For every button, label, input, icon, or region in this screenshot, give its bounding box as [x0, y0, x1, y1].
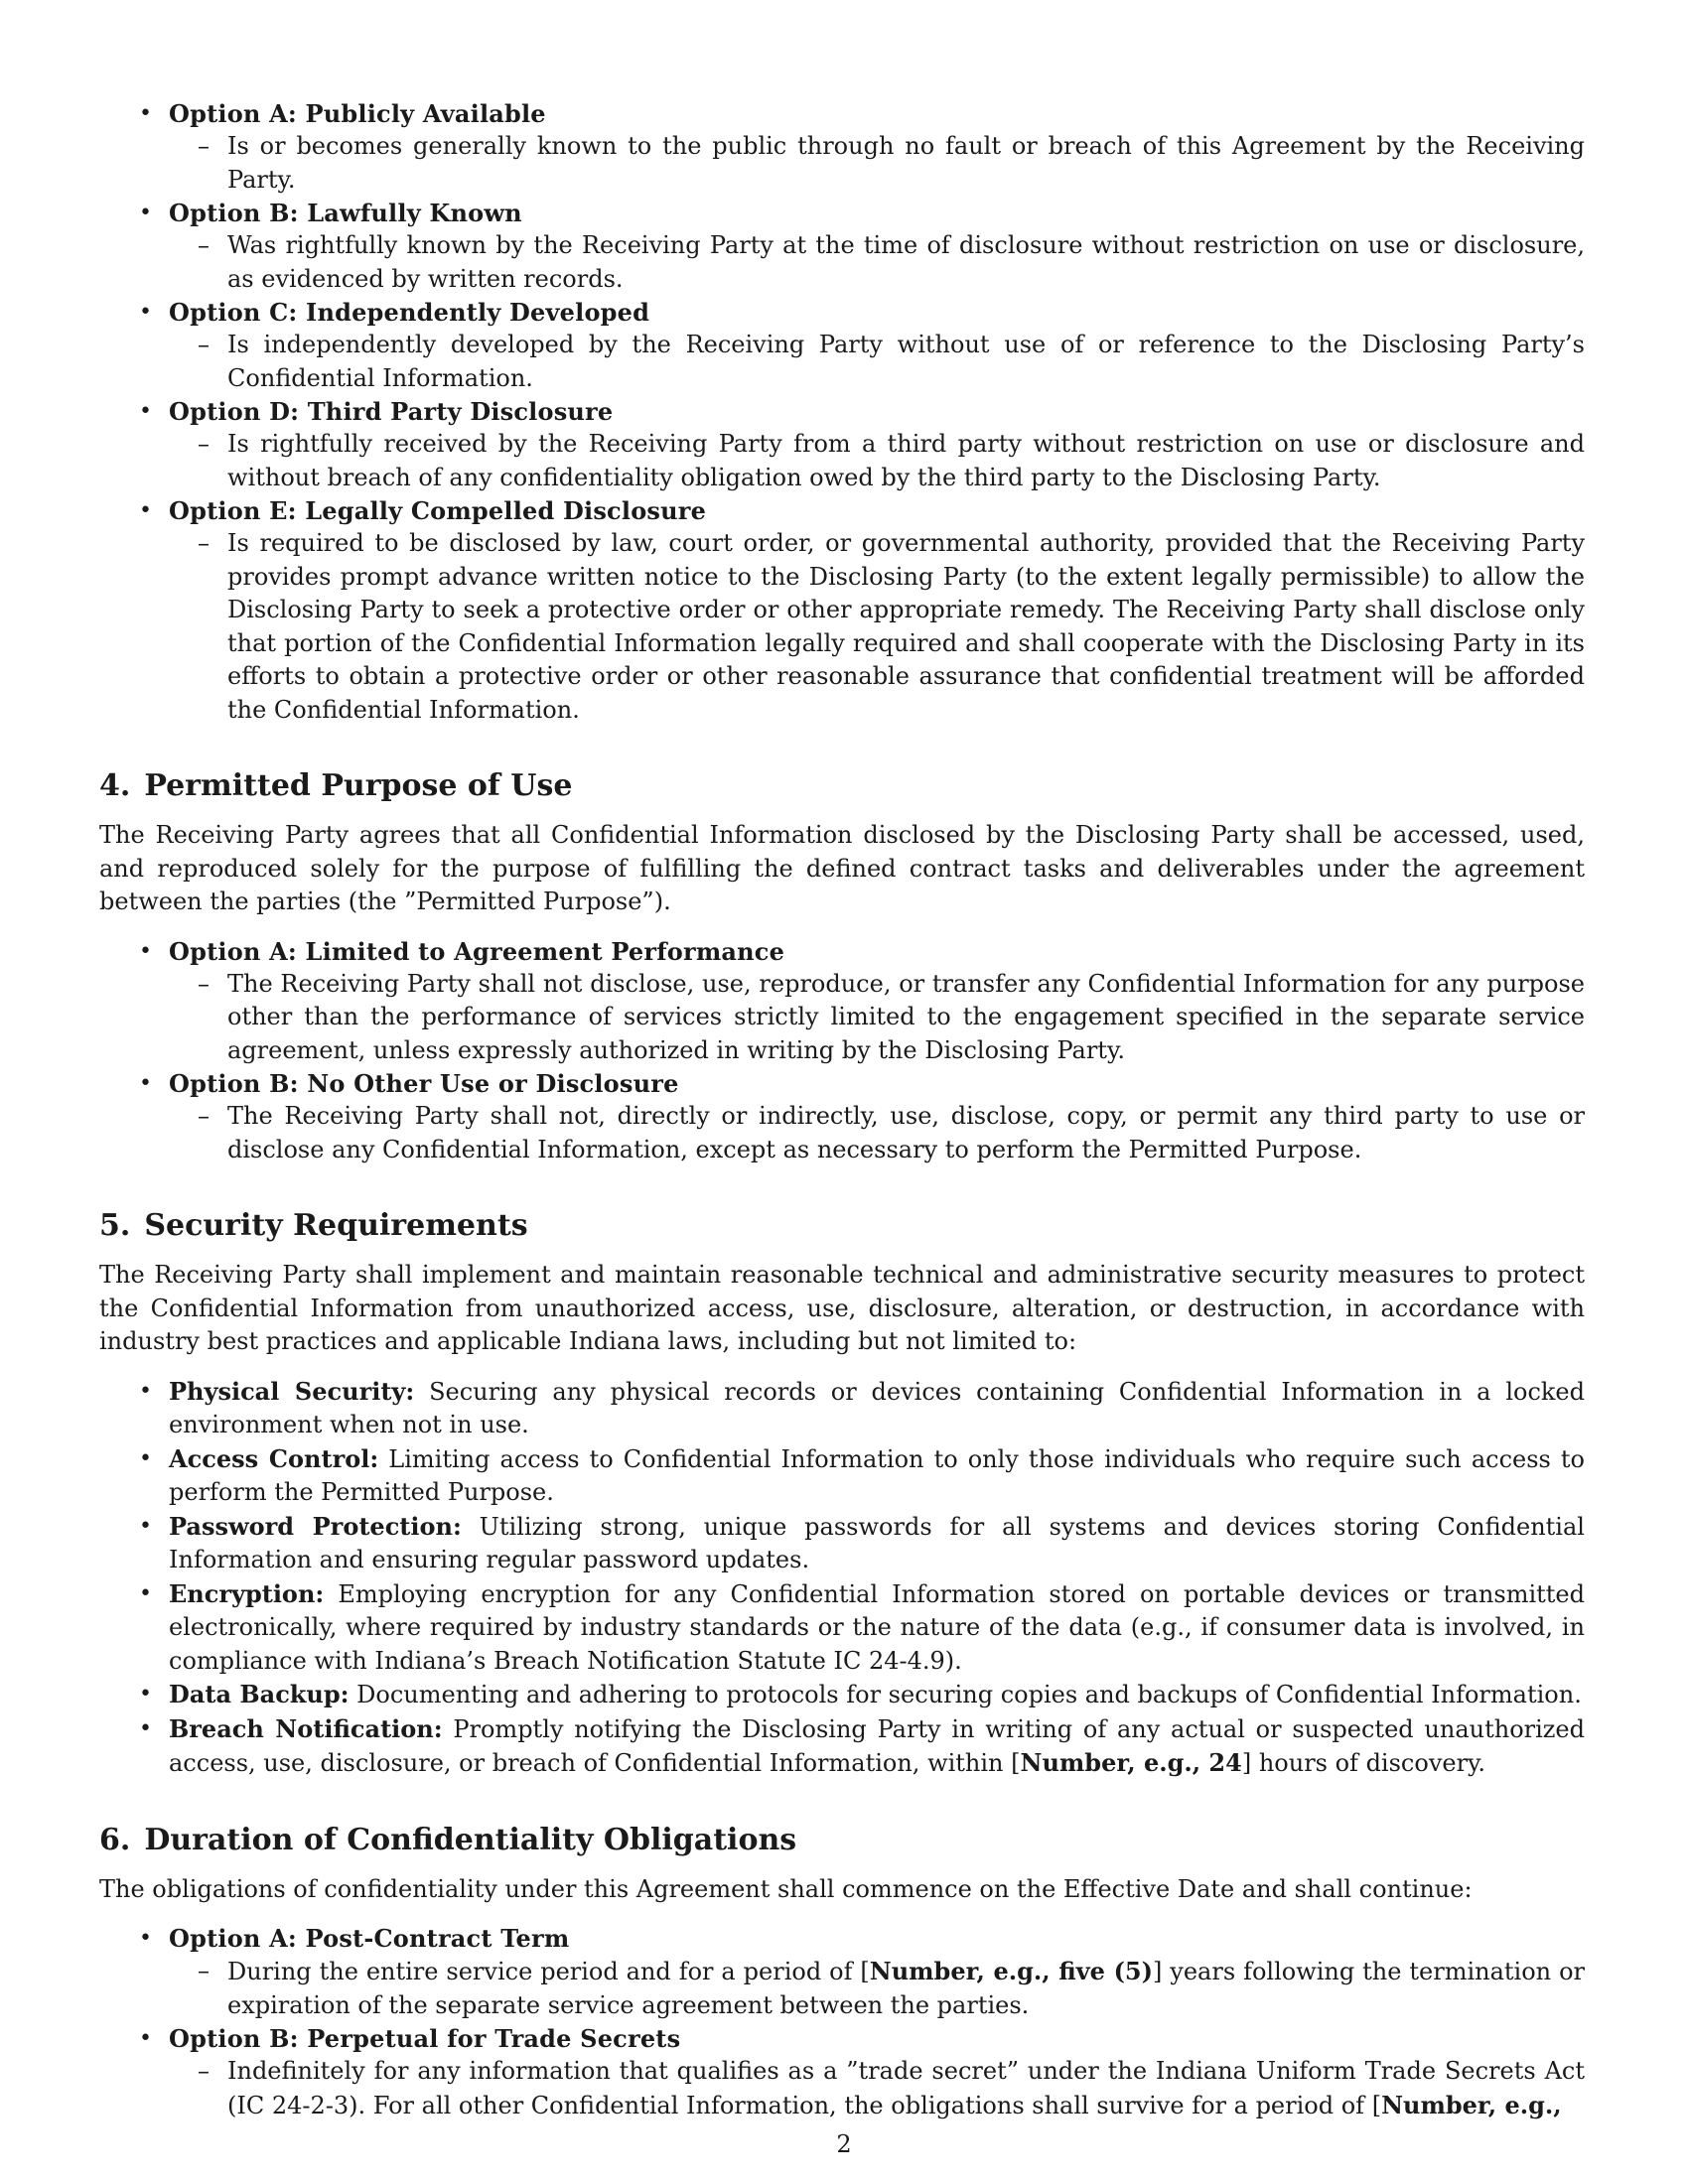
item-text: Utilizing strong, unique passwords for all systems and devices storing Confidential Information and ensuring regular password updates. [169, 1512, 1585, 1573]
option-text-content: The Receiving Party shall not, directly or indirectly, use, disclose, copy, or permit any third party to use or disclose any Confidential Information, except as necessary to perform the Permitted Purpose. [227, 1102, 1585, 1163]
bullet-icon: • [139, 399, 152, 424]
option-title: Option A: Limited to Agreement Performance [169, 936, 785, 966]
list-item [99, 395, 1585, 494]
section-intro: The Receiving Party agrees that all Confidential Information disclosed by the Disclosing Party shall be accessed, used, and reproduced solely for the purpose of fulfilling the defined contract tasks and deliverables under the agreement between the parties (the ”Permitted Purpose”). [99, 821, 1585, 915]
exclusion-options-list [99, 97, 1585, 727]
section-title: Security Requirements [144, 1208, 528, 1243]
bullet-icon: • [139, 1715, 152, 1741]
option-text-content: Is independently developed by the Receiving Party without use of or reference to the Disclosing Party’s Confidential Information. [227, 331, 1585, 392]
bullet-icon: • [139, 1926, 152, 1951]
list-item [99, 1678, 1585, 1712]
bullet-icon: • [139, 1682, 152, 1706]
placeholder-value: Number, e.g., five (5) [869, 1957, 1153, 1985]
option-text [169, 329, 1585, 395]
dash-icon: – [198, 1957, 210, 1984]
section-number: 4. [99, 768, 131, 803]
section-heading-duration [99, 1821, 1585, 1860]
section-number: 5. [99, 1208, 131, 1243]
placeholder-value: Number, e.g., [1381, 2090, 1562, 2119]
item-text: Limiting access to Confidential Information to only those individuals who require such access to perform the Permitted Purpose. [169, 1444, 1586, 1506]
list-item [99, 1067, 1585, 1166]
bullet-icon: • [139, 1445, 152, 1471]
section-heading-security [99, 1206, 1585, 1246]
bullet-icon: • [139, 1513, 152, 1539]
option-text-content: Is required to be disclosed by law, court order, or governmental authority, provided that the Receiving Party provides prompt advance written notice to the Disclosing Party (to the extent legally permissible) to allow the Disclosing Party to seek a protective order or other appropriate remedy. The Receiving Party shall disclose only that portion of the Confidential Information legally required and shall cooperate with the Disclosing Party in its efforts to obtain a protective order or other reasonable assurance that confidential treatment will be afforded the Confidential Information. [227, 529, 1585, 724]
dash-icon: – [198, 1102, 210, 1130]
item-label: Data Backup: [169, 1680, 350, 1708]
permitted-purpose-options-list [99, 935, 1585, 1167]
option-title: Option D: Third Party Disclosure [169, 397, 614, 426]
bullet-icon: • [139, 938, 152, 964]
list-item [99, 1442, 1585, 1510]
duration-options-list [99, 1922, 1585, 2122]
dash-icon: – [198, 430, 210, 458]
dash-icon: – [198, 969, 210, 998]
bullet-icon: • [139, 201, 152, 225]
option-title: Option C: Independently Developed [169, 298, 650, 327]
section-intro: The obligations of confidentiality under this Agreement shall commence on the Effective Date and shall continue: [99, 1874, 1473, 1903]
option-text-content: During the entire service period and for a period of [227, 1958, 853, 1985]
option-text [169, 428, 1585, 494]
item-label: Breach Notification: [169, 1713, 443, 1743]
list-item [99, 1922, 1585, 2022]
item-label: Physical Security: [169, 1376, 415, 1406]
option-text: – During the entire service period and for a period of [Number, e.g., five (5)] years following the termination or expiration of the separate service agreement between the parties. [198, 1957, 1585, 2019]
item-text: Documenting and adhering to protocols for securing copies and backups of Confidential Information. [356, 1681, 1582, 1708]
section-heading-permitted-purpose [99, 766, 1585, 806]
bullet-icon: • [139, 1071, 152, 1096]
option-text-content: Is rightfully received by the Receiving Party from a third party without restriction on use or disclosure and without breach of any confidentiality obligation owed by the third party to the Disclosing Party. [227, 430, 1585, 491]
option-title: Option A: Post-Contract Term [169, 1924, 570, 1953]
section-number: 6. [99, 1822, 131, 1857]
option-text-after: years following the termination or expiration of the separate service agreement between the parties. [227, 1958, 1585, 2019]
list-item [99, 1375, 1585, 1442]
option-title: Option B: No Other Use or Disclosure [169, 1069, 679, 1098]
placeholder-value: Number, e.g., 24 [1020, 1748, 1242, 1777]
dash-icon: – [198, 529, 210, 557]
item-text: Securing any physical records or devices containing Confidential Information in a locked environment when not in use. [169, 1377, 1585, 1438]
item-label: Encryption: [169, 1578, 325, 1608]
item-label: Password Protection: [169, 1511, 462, 1541]
bullet-icon: • [139, 498, 152, 523]
item-text: Promptly notifying the Disclosing Party in writing of any actual or suspected unauthorized access, use, disclosure, or breach of Confidential Information, within [169, 1714, 1585, 1777]
dash-icon: – [198, 231, 210, 259]
list-item [99, 494, 1585, 727]
option-title: Option B: Perpetual for Trade Secrets [169, 2024, 681, 2053]
option-title: Option A: Publicly Available [169, 99, 546, 128]
list-item [99, 197, 1585, 296]
dash-icon: – [198, 331, 210, 358]
item-text-after: hours of discovery. [1258, 1749, 1486, 1777]
dash-icon: – [198, 132, 210, 160]
option-text [169, 968, 1585, 1068]
page-number: 2 [836, 2130, 852, 2158]
bullet-icon: • [139, 1580, 152, 1606]
item-text: Employing encryption for any Confidential Information stored on portable devices or transmitted electronically, where required by industry standards or the nature of the data (e.g., if consumer data is involved, in compliance with Indiana’s Breach Notification Statute IC 24-4.9). [169, 1579, 1585, 1675]
bullet-icon: • [139, 300, 152, 325]
item-label: Access Control: [169, 1443, 379, 1473]
option-title: Option E: Legally Compelled Disclosure [169, 496, 707, 525]
list-item [99, 296, 1585, 395]
list-item [99, 1577, 1585, 1679]
option-text [169, 527, 1585, 727]
option-title: Option B: Lawfully Known [169, 199, 522, 227]
list-item [99, 2022, 1585, 2122]
section-title: Permitted Purpose of Use [144, 768, 573, 803]
bullet-icon: • [139, 101, 152, 126]
list-item [99, 935, 1585, 1068]
option-text [169, 229, 1585, 296]
option-text-content: The Receiving Party shall not disclose, use, reproduce, or transfer any Confidential Information for any purpose other than the performance of services strictly limited to the engagement specified in the separate service agreement, unless expressly authorized in writing by the Disclosing Party. [227, 969, 1585, 1064]
bullet-icon: • [139, 2026, 152, 2051]
list-item [99, 97, 1585, 197]
option-text-content: Was rightfully known by the Receiving Party at the time of disclosure without restriction on use or disclosure, as evidenced by written records. [227, 231, 1585, 293]
option-text-content: Is or becomes generally known to the public through no fault or breach of this Agreement by the Receiving Party. [227, 132, 1585, 194]
section-title: Duration of Confidentiality Obligations [144, 1822, 797, 1857]
bullet-icon: • [139, 1378, 152, 1404]
option-text [169, 130, 1585, 197]
dash-icon: – [198, 2057, 210, 2085]
list-item: • Breach Notification: Promptly notifying the Disclosing Party in writing of any actual or suspected unauthorized access, use, disclosure, or breach of Confidential Information, within [Number, e.g., 24] hours of discovery. [139, 1713, 1585, 1777]
option-text-content: Indefinitely for any information that qualifies as a ”trade secret” under the Indiana Uniform Trade Secrets Act (IC 24-2-3). For all other Confidential Information, the obligations shall survive for a period of [227, 2057, 1585, 2119]
section-intro: The Receiving Party shall implement and maintain reasonable technical and administrative security measures to protect the Confidential Information from unauthorized access, use, disclosure, alteration, or destruction, in accordance with industry best practices and applicable Indiana laws, including but not limited to: [99, 1261, 1585, 1355]
list-item [99, 1510, 1585, 1577]
security-requirements-list [99, 1375, 1585, 1781]
option-text [169, 1100, 1585, 1166]
option-text: – Indefinitely for any information that qualifies as a ”trade secret” under the Indiana Uniform Trade Secrets Act (IC 24-2-3). For all other Confidential Information, the obligations shall survive for a period of [Number, e.g., [198, 2057, 1585, 2119]
